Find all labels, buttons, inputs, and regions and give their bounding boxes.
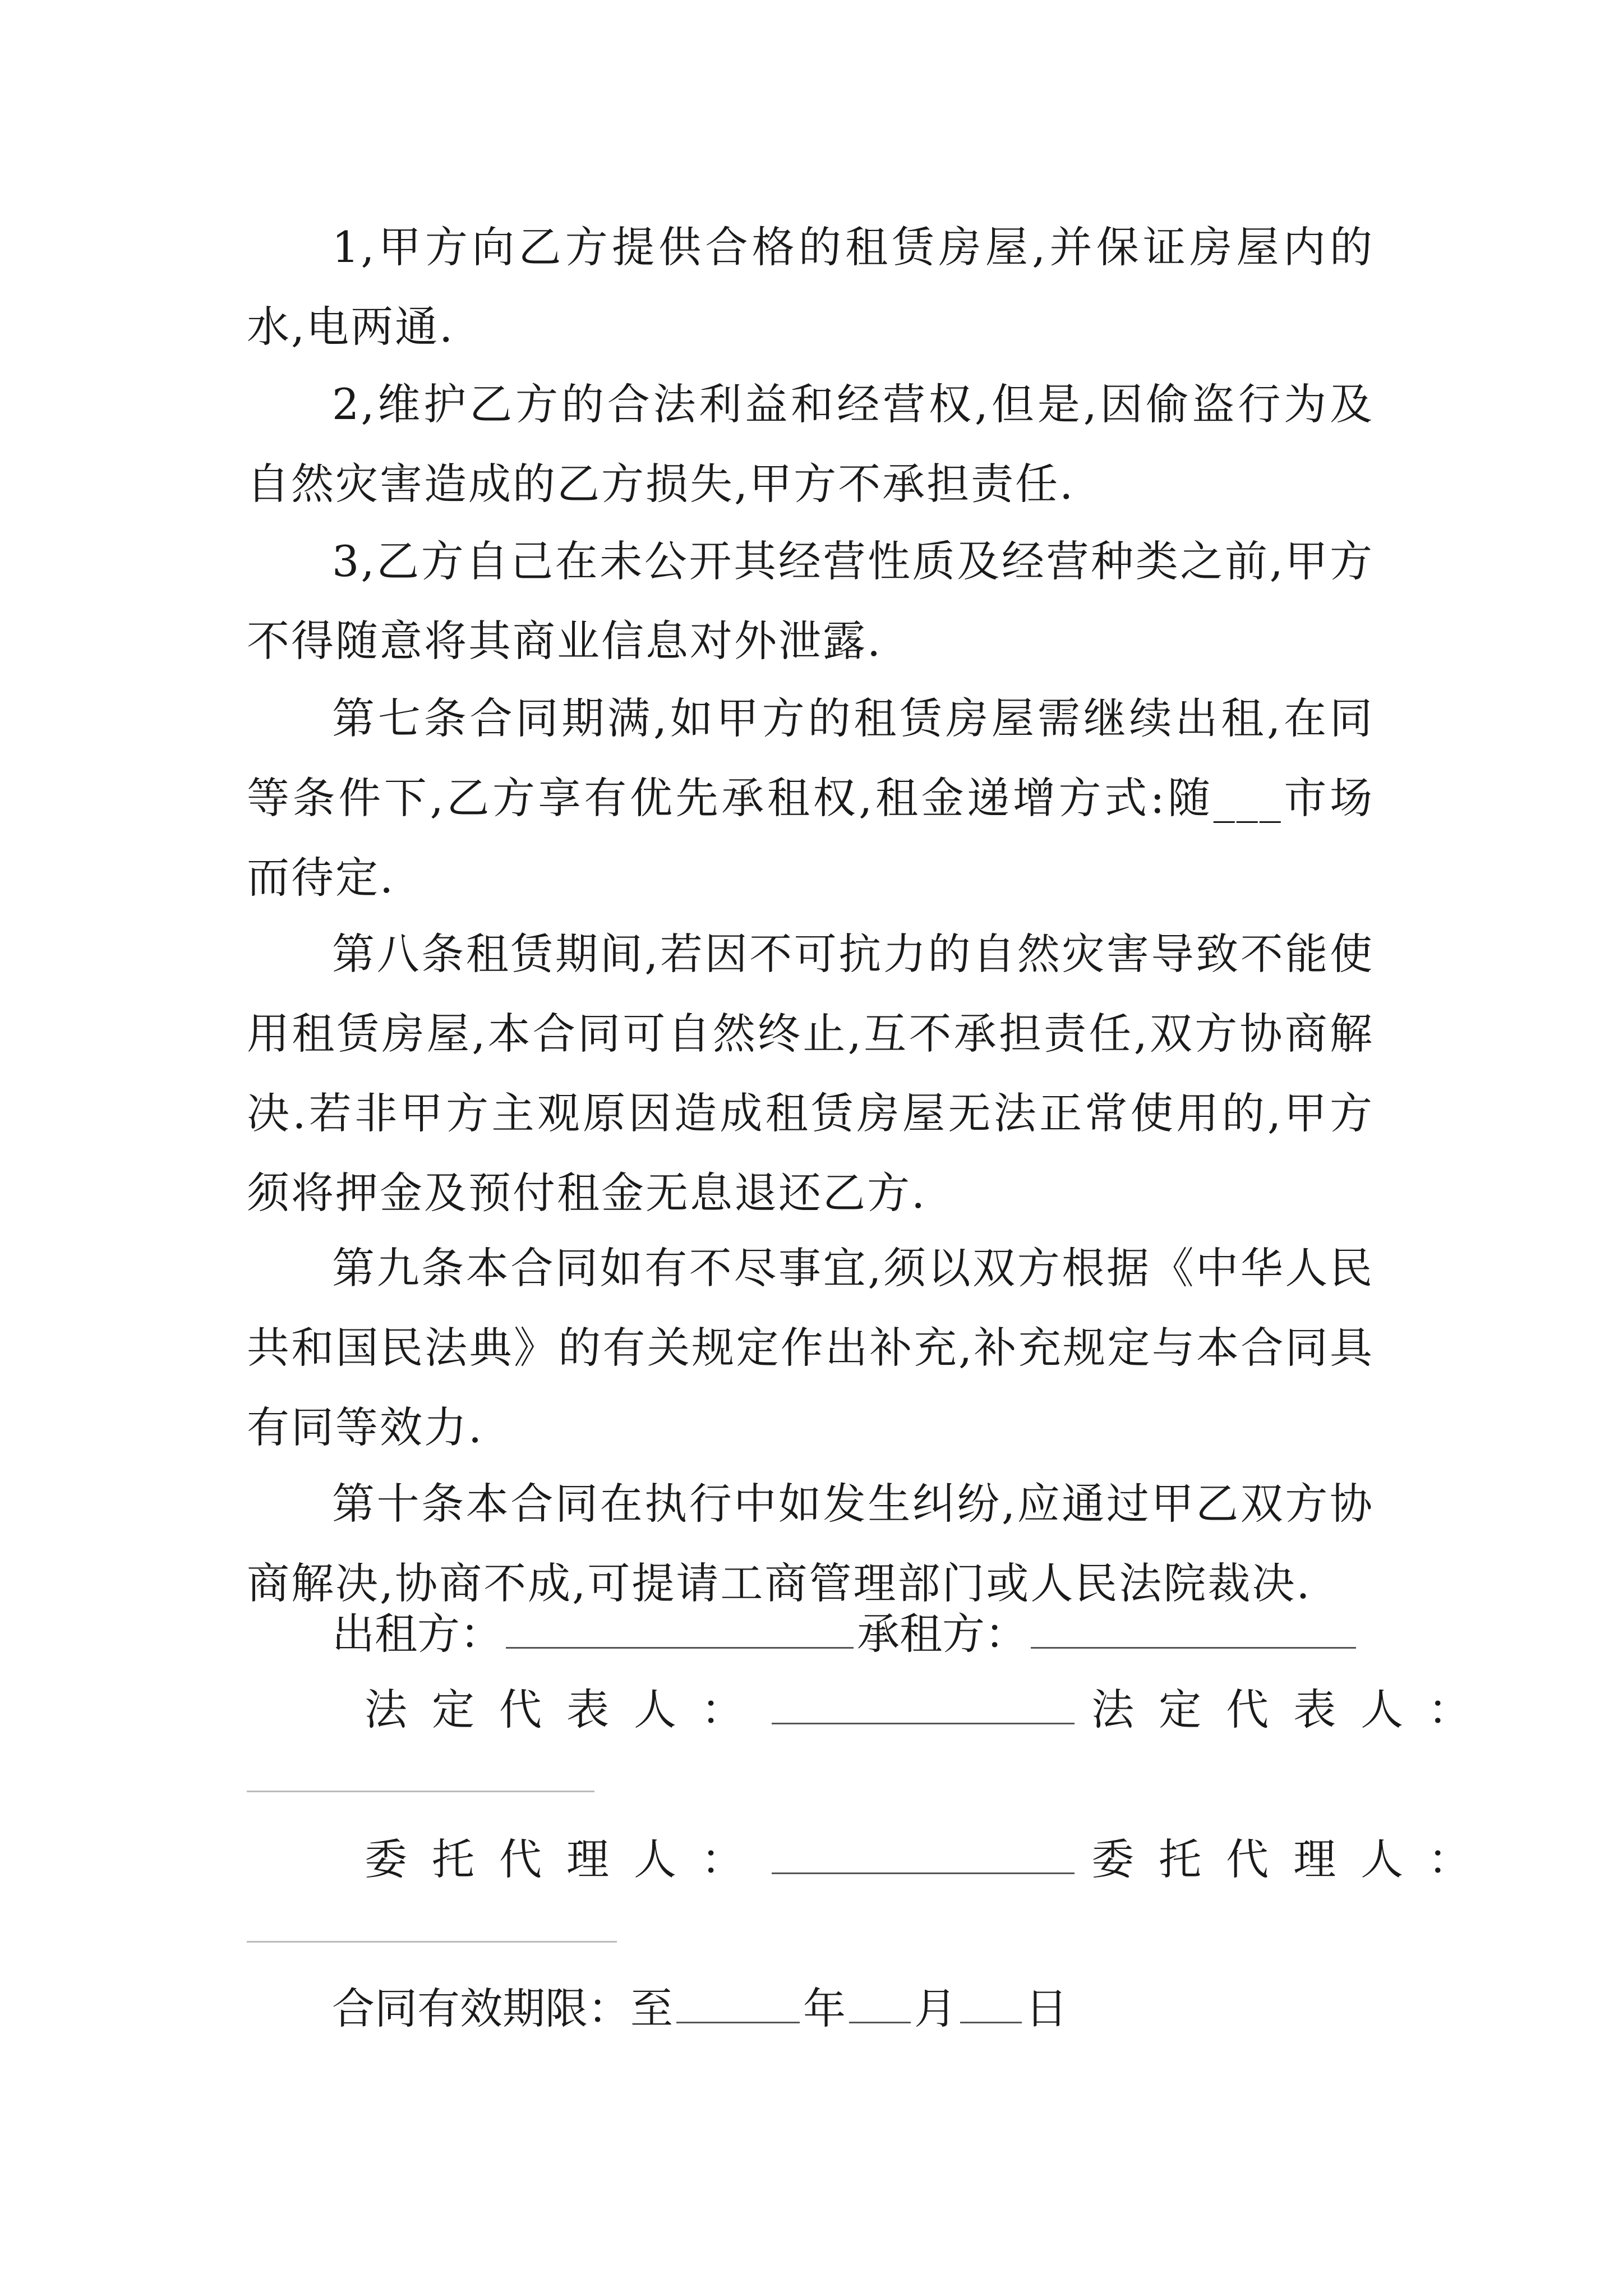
legal-rep-line — [365, 1680, 1495, 1738]
lessee-blank[interactable] — [1031, 1604, 1356, 1649]
clause-2: 2,维护乙方的合法利益和经营权,但是,因偷盗行为及自然灾害造成的乙方损失,甲方不承担责任. — [247, 379, 1374, 509]
article-10: 第十条本合同在执行中如发生纠纷,应通过甲乙双方协商解决,协商不成,可提请工商管理部门或人民法院裁决. — [247, 1479, 1374, 1608]
lessee-legal-rep-blank[interactable] — [247, 1791, 594, 1792]
year-label: 年 — [803, 1984, 846, 2033]
validity-label: 合同有效期限：至 — [332, 1984, 673, 2033]
article-9: 第九条本合同如有不尽事宜,须以双方根据《中华人民共和国民法典》的有关规定作出补充,补充规定与本合同具有同等效力. — [247, 1243, 1374, 1452]
month-blank[interactable] — [849, 1979, 911, 2023]
article-8: 第八条租赁期间,若因不可抗力的自然灾害导致不能使用租赁房屋,本合同可自然终止,互不承担责任,双方协商解决.若非甲方主观原因造成租赁房屋无法正常使用的,甲方须将押金及预付租金无息退还乙方. — [247, 929, 1374, 1218]
year-blank[interactable] — [676, 1979, 800, 2023]
party-signature-line — [332, 1604, 1359, 1662]
lessor-legal-rep-blank[interactable] — [772, 1680, 1075, 1724]
lessor-label: 出租方： — [332, 1609, 502, 1659]
lessee-label: 承租方： — [857, 1609, 1027, 1659]
article-7: 第七条合同期满,如甲方的租赁房屋需继续出租,在同等条件下,乙方享有优先承租权,租金递增方式:随___市场而待定. — [247, 693, 1374, 903]
lessor-legal-rep-label: 法定代表人： — [365, 1685, 768, 1734]
month-label: 月 — [914, 1984, 957, 2033]
day-blank[interactable] — [960, 1979, 1022, 2023]
clause-3: 3,乙方自己在未公开其经营性质及经营种类之前,甲方不得随意将其商业信息对外泄露. — [247, 536, 1374, 666]
lessor-blank[interactable] — [506, 1604, 854, 1649]
agent-line — [365, 1830, 1495, 1888]
clause-1: 1,甲方向乙方提供合格的租赁房屋,并保证房屋内的水,电两通. — [247, 222, 1374, 352]
lessor-agent-blank[interactable] — [772, 1830, 1075, 1874]
lessee-legal-rep-label: 法定代表人： — [1091, 1685, 1496, 1734]
lessor-agent-label: 委托代理人： — [365, 1834, 768, 1884]
day-label: 日 — [1025, 1984, 1068, 2033]
lessee-agent-blank[interactable] — [247, 1941, 617, 1943]
validity-line — [332, 1979, 1068, 2037]
lessee-agent-label: 委托代理人： — [1091, 1834, 1496, 1884]
